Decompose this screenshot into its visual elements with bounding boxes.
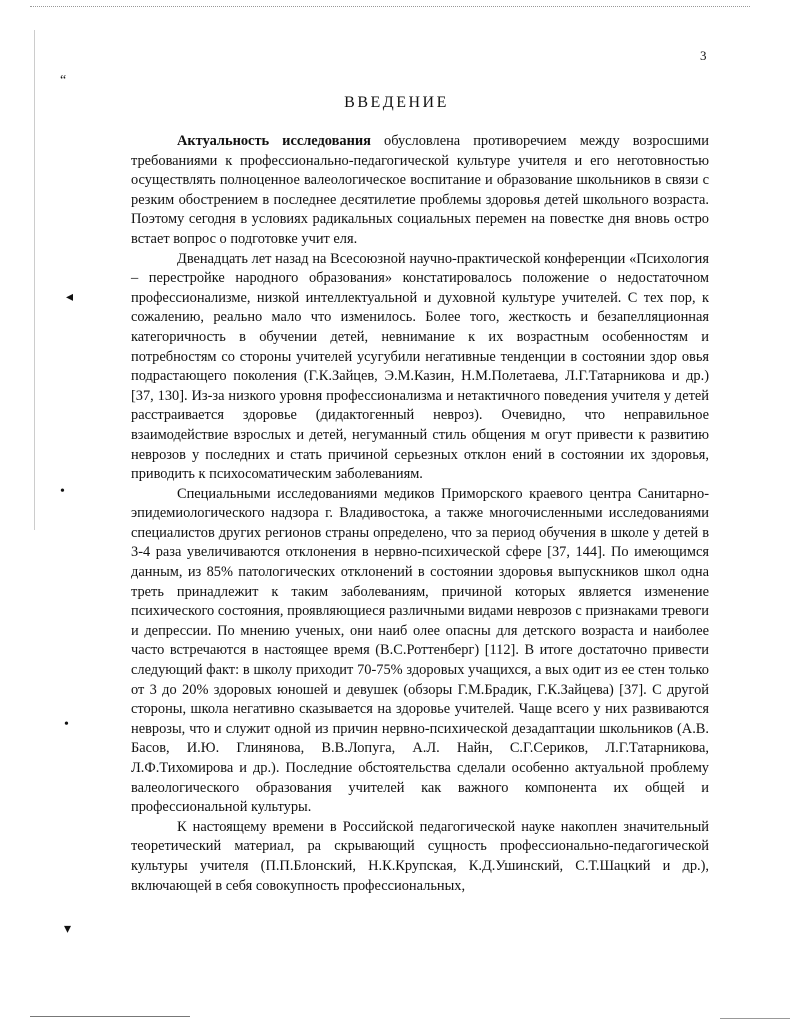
scan-speck: • [60,484,65,499]
scan-edge-bottom [30,1016,190,1017]
paragraph-text: обусловлена противоречием между возросшими требованиями к профессионально-педагогической культуре учителя и его неготовностью осуществлять полноценное валеологическое воспитание и образование школьников в связи с резким обострением в последнее десятилетие проблемы здоровья детей школьного возраста. Поэтому сегодня в условиях радикальных социальных перемен на повестке дня вновь остро встает вопрос о подготовке учит еля. [131,133,709,247]
scan-speck: ▾ [64,922,72,937]
page-title: ВВЕДЕНИЕ [344,94,449,111]
scan-speck: ◂ [66,290,74,305]
scan-speck: • [64,717,69,732]
paragraph [131,132,709,250]
paragraph: Специальными исследованиями медиков Приморского краевого центра Санитарно-эпидемиологического надзора г. Владивостока, а также многочисленными исследованиями специалистов других регионов страны определено, что за период обучения в школе у детей в 3-4 раза увеличиваются отклонения в нервно-психической сфере [37, 144]. По имеющимся данным, из 85% патологических отклонений в состоянии здоровья выпускников школ одна треть принадлежит к таким заболеваниям, причиной которых является изменение психического состояния, проявляющиеся различными видами неврозов с признаками тревоги и депрессии. По мнению ученых, они наиб олее опасны для детского возраста и наиболее часто встречаются в настоящее время (В.С.Роттенберг) [112]. В итоге достаточно привести следующий факт: в школу приходит 70-75% здоровых учащихся, а вых одит из ее стен только от 3 до 20% здоровых юношей и девушек (обзоры Г.М.Брадик, Г.К.Зайцева) [37]. С другой стороны, школа негативно сказывается на здоровье учителей. Чаще всего у них развиваются неврозы, что и служит одной из причин нервно-психической дезадаптации школьников (А.В. Басов, И.Ю. Глинянова, В.В.Лопуга, А.Л. Найн, С.Г.Сериков, Л.Г.Татарникова, Л.Ф.Тихомирова и др.). Последние обстоятельства сделали особенно актуальной проблему валеологического образования учителей как важного компонента их общей и профессиональной культуры. [131,485,709,816]
body-text [131,132,709,896]
page-number: 3 [700,48,707,63]
paragraph: Двенадцать лет назад на Всесоюзной научно-практической конференции «Психология – перестройке народного образования» констатировалось положение о недостаточном профессионализме, низкой интеллектуальной и духовной культуре учителей. С тех пор, к сожалению, реально мало что изменилось. Более того, жесткость и безапелляционная категоричность в обучении детей, невнимание к их возрастным особенностям и потребностям со стороны учителей усугубили негативные тенденции в состоянии здор овья подрастающего поколения (Г.К.Зайцев, Э.М.Казин, Н.М.Полетаева, Л.Г.Татарникова и др.) [37, 130]. Из-за низкого уровня профессионализма и нетактичного поведения учителя у детей расстраивается здоровье (дидактогенный невроз). Очевидно, что неправильное взаимодействие взрослых и детей, негуманный стиль общения м огут привести к развитию неврозов у последних и стать причиной серьезных отклон ений в состоянии их здоровья, приводить к психосоматическим заболеваниям. [131,250,709,483]
paragraph: К настоящему времени в Российской педагогической науке накоплен значительный теоретический материал, ра скрывающий сущность профессионально-педагогической культуры учителя (П.П.Блонский, Н.К.Крупская, К.Д.Ушинский, С.Т.Шацкий и др.), включающей в себя совокупность профессиональных, [131,818,709,894]
scan-edge-bottom-right [720,1018,790,1019]
scan-edge-top [30,6,750,7]
scan-speck: “ [60,73,67,88]
lead-phrase: Актуальность исследования [177,133,371,149]
